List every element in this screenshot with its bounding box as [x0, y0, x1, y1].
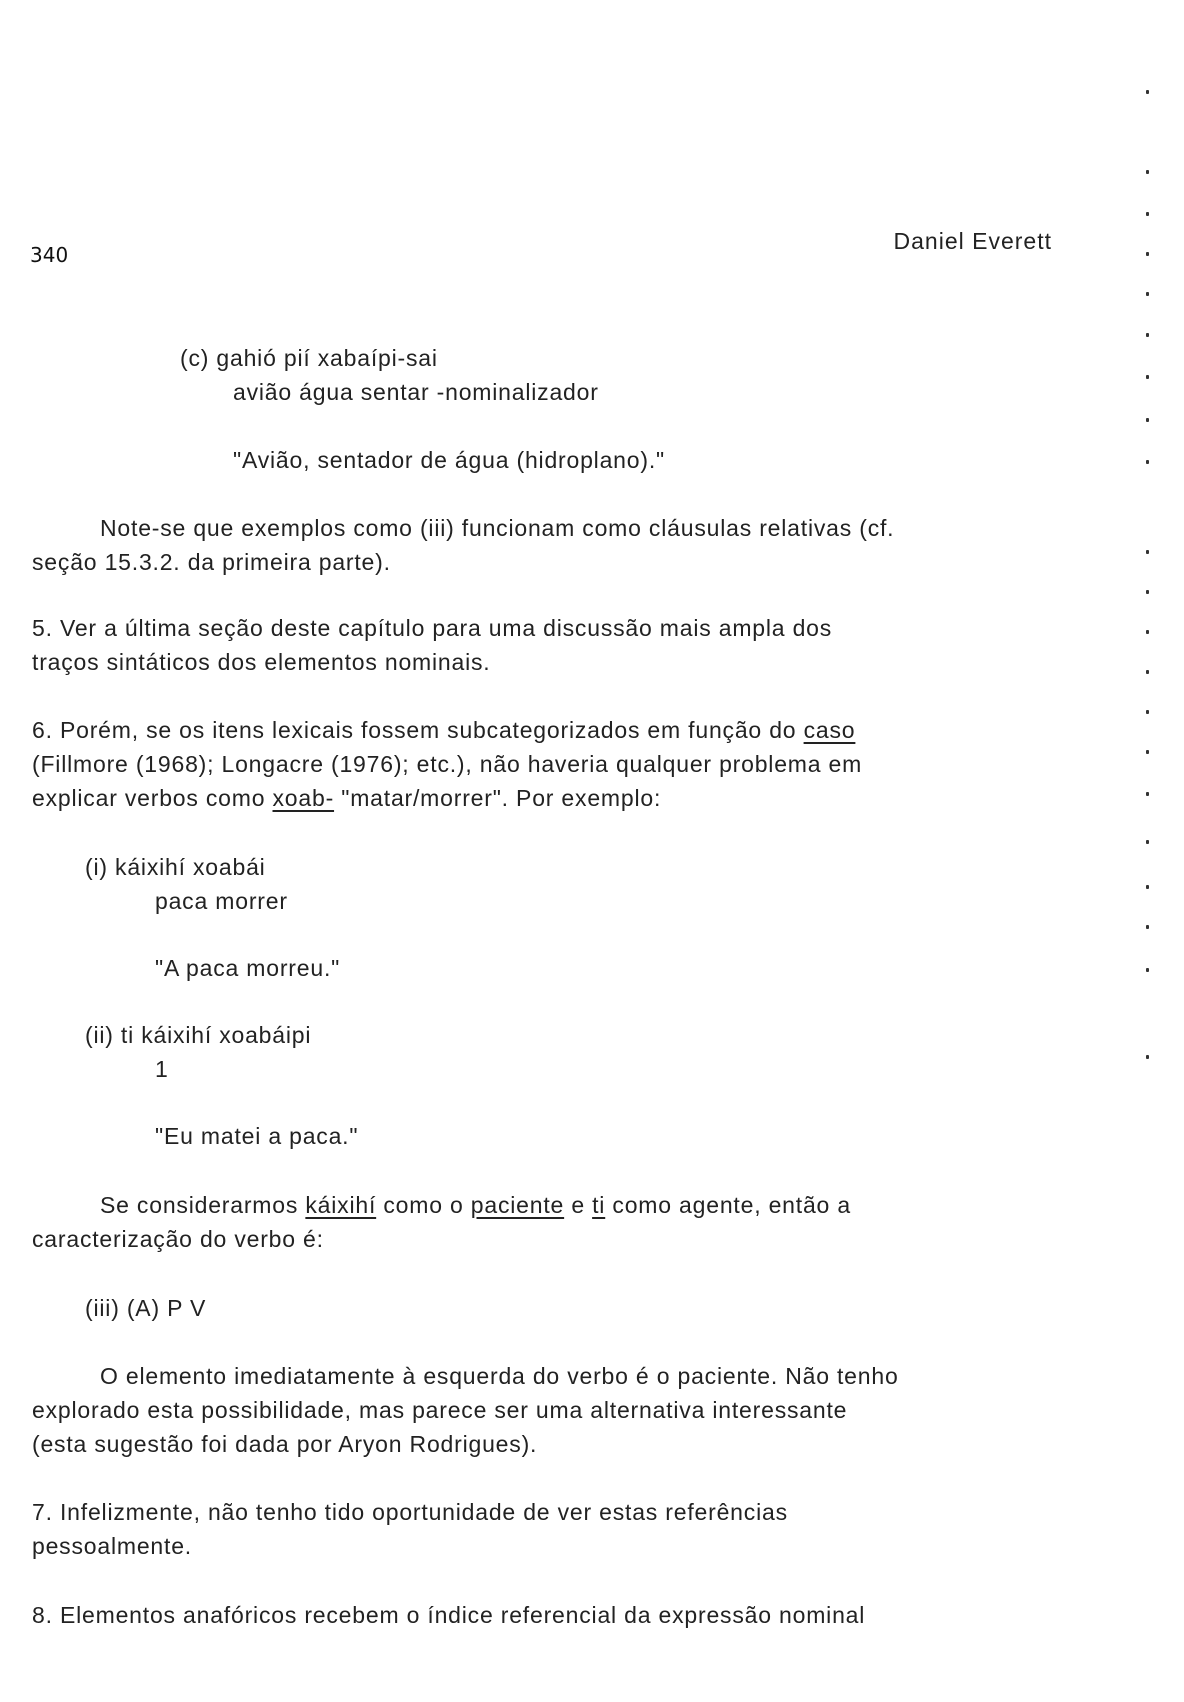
- paragraph-o-line-3: (esta sugestão foi dada por Aryon Rodrigues).: [32, 1431, 538, 1457]
- paragraph-se-line-2: caracterização do verbo é:: [32, 1226, 324, 1252]
- paragraph-se-post: como agente, então a: [605, 1192, 851, 1218]
- note-6-line-3-post: "matar/morrer". Por exemplo:: [334, 785, 662, 811]
- paragraph-se-mid2: e: [564, 1192, 593, 1218]
- note-5-line-2: traços sintáticos dos elementos nominais.: [32, 649, 491, 675]
- note-6-line-3: [32, 783, 661, 813]
- note-7-line-2: pessoalmente.: [32, 1533, 192, 1559]
- example-ii-gloss: 1: [155, 1056, 169, 1082]
- paragraph-se-line-1: [100, 1190, 851, 1220]
- note-5-line-1: 5. Ver a última seção deste capítulo para uma discussão mais ampla dos: [32, 615, 833, 641]
- example-i-line: (i) káixihí xoabái: [85, 854, 266, 880]
- example-ii-line: (ii) ti káixihí xoabáipi: [85, 1022, 312, 1048]
- paragraph-o-line-1: O elemento imediatamente à esquerda do verbo é o paciente. Não tenho: [100, 1363, 899, 1389]
- underlined-xoab: xoab-: [272, 785, 335, 811]
- paragraph-se-mid1: como o: [376, 1192, 471, 1218]
- note-paragraph-line-1: Note-se que exemplos como (iii) funcionam como cláusulas relativas (cf.: [100, 515, 895, 541]
- note-8-line-1: 8. Elementos anafóricos recebem o índice referencial da expressão nominal: [32, 1602, 866, 1628]
- example-i-gloss: paca morrer: [155, 888, 288, 914]
- note-6-line-1-text: 6. Porém, se os itens lexicais fossem subcategorizados em função do: [32, 717, 804, 743]
- example-c-line: (c) gahió pií xabaípi-sai: [180, 345, 438, 371]
- example-c-translation: "Avião, sentador de água (hidroplano).": [233, 447, 665, 473]
- example-ii-translation: "Eu matei a paca.": [155, 1123, 359, 1149]
- note-7-line-1: 7. Infelizmente, não tenho tido oportunidade de ver estas referências: [32, 1499, 788, 1525]
- underlined-paciente: paciente: [470, 1192, 565, 1218]
- note-6-line-1: [32, 715, 855, 745]
- paragraph-o-line-2: explorado esta possibilidade, mas parece ser uma alternativa interessante: [32, 1397, 848, 1423]
- running-header-author: Daniel Everett: [893, 228, 1052, 254]
- underlined-kaixihi: káixihí: [305, 1192, 377, 1218]
- paragraph-se-pre: Se considerarmos: [100, 1192, 306, 1218]
- scan-margin-specks: [1138, 40, 1158, 1240]
- page-number: 340: [30, 243, 69, 267]
- example-iii-line: (iii) (A) P V: [85, 1295, 207, 1321]
- note-paragraph-line-2: seção 15.3.2. da primeira parte).: [32, 549, 391, 575]
- example-c-gloss: avião água sentar -nominalizador: [233, 379, 599, 405]
- note-6-line-3-pre: explicar verbos como: [32, 785, 273, 811]
- note-6-line-2: (Fillmore (1968); Longacre (1976); etc.), não haveria qualquer problema em: [32, 751, 863, 777]
- underlined-ti: ti: [592, 1192, 606, 1218]
- example-i-translation: "A paca morreu.": [155, 955, 341, 981]
- underlined-caso: caso: [803, 717, 856, 743]
